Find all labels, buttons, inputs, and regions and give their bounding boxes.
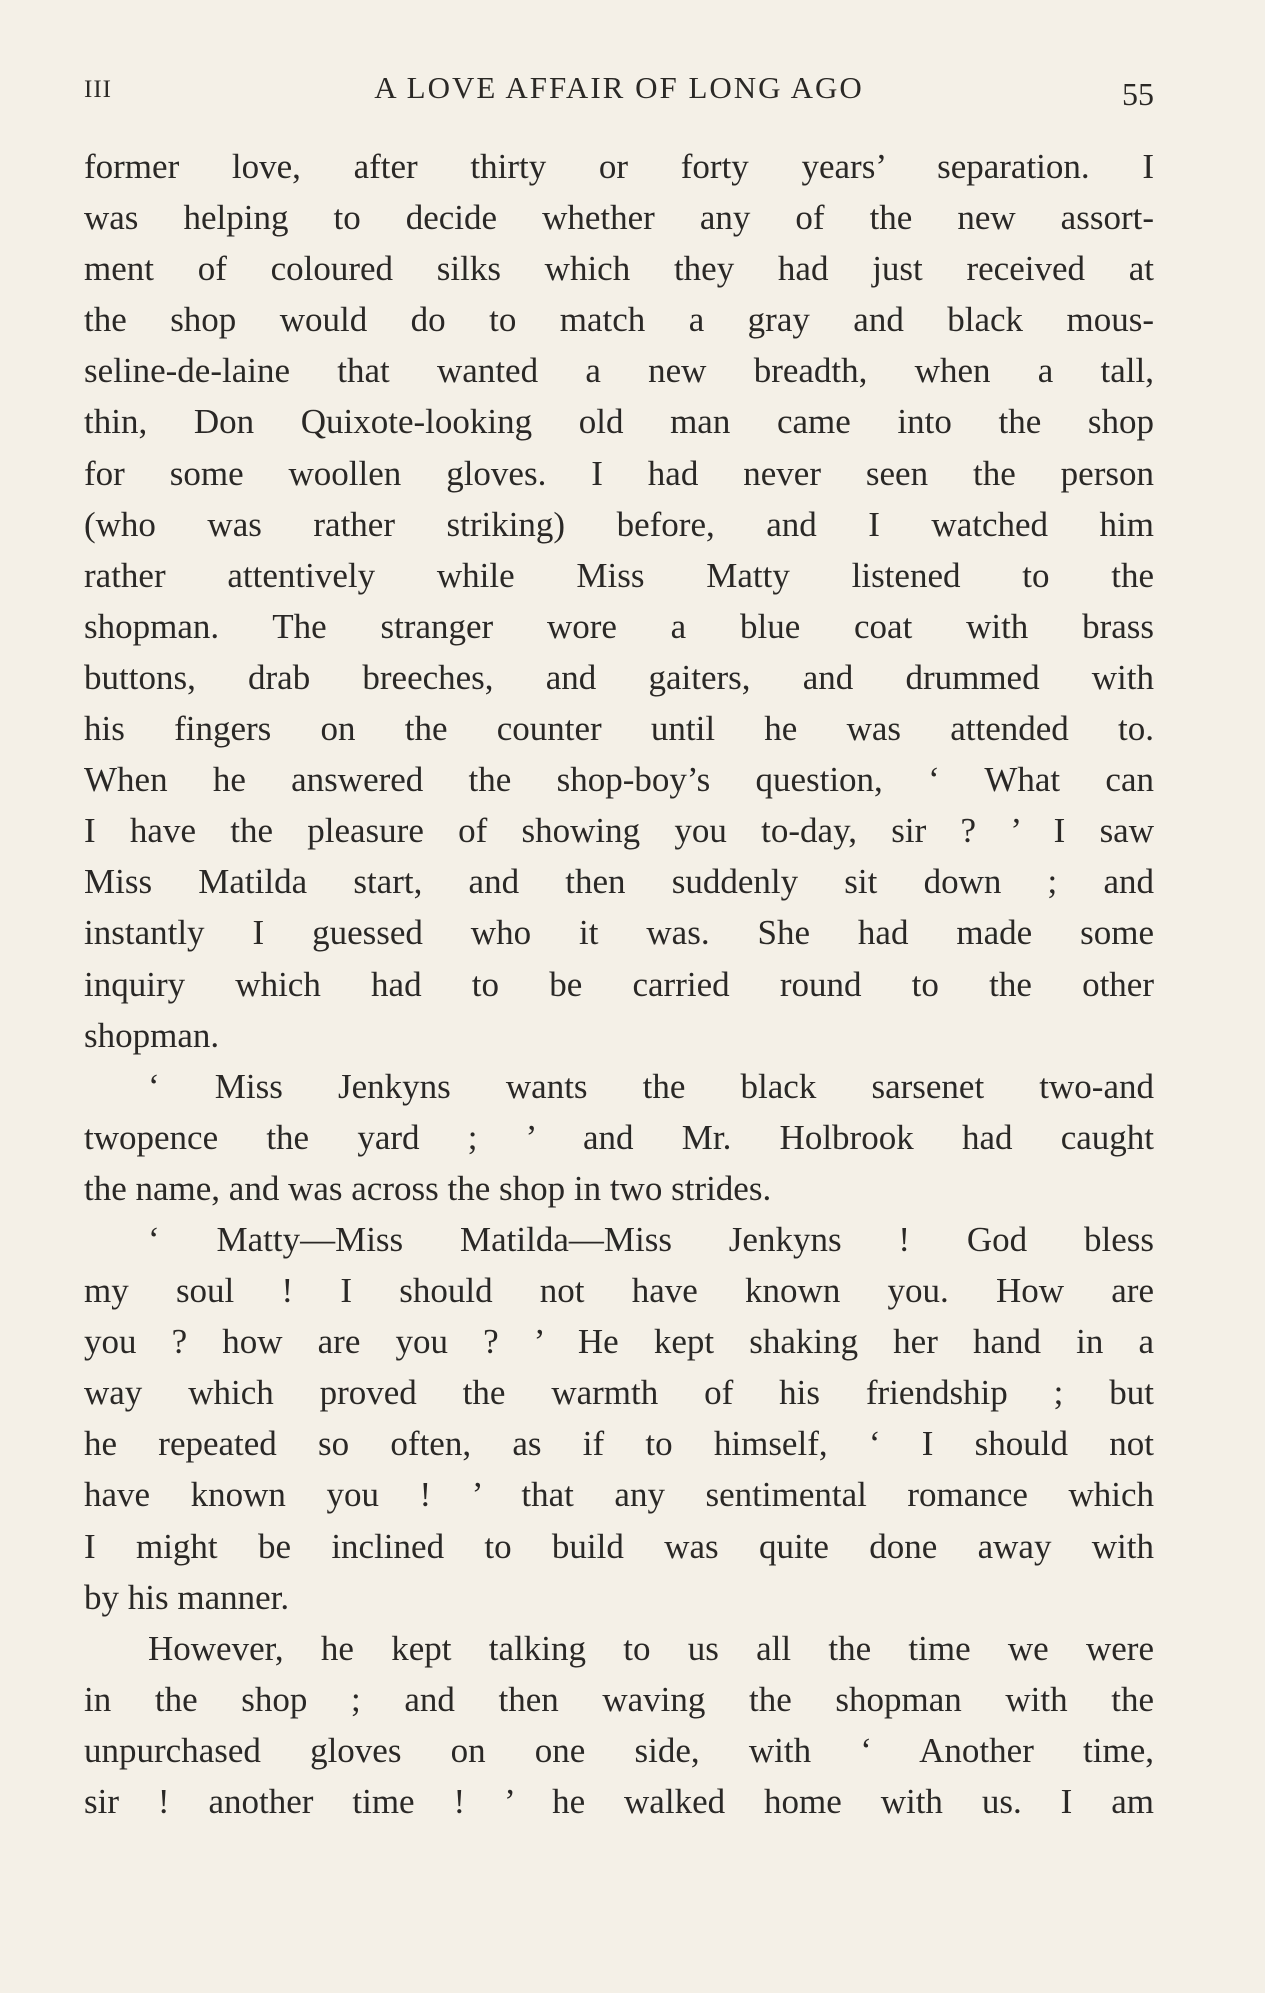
text-line: When he answered the shop-boy’s question, ‘ What can — [84, 760, 1154, 800]
text-line: the name, and was across the shop in two strides. — [84, 1168, 772, 1208]
text-line: Miss Matilda start, and then suddenly sit down ; and — [84, 862, 1154, 902]
text-line: instantly I guessed who it was. She had made some — [84, 913, 1154, 953]
text-line: sir ! another time ! ’ he walked home with us. I am — [84, 1782, 1154, 1821]
text-line: buttons, drab breeches, and gaiters, and drummed with — [84, 657, 1154, 697]
text-line: the shop would do to match a gray and black mous- — [84, 300, 1154, 340]
running-title: A LOVE AFFAIR OF LONG AGO — [374, 70, 864, 105]
text-line: have known you ! ’ that any sentimental romance which — [84, 1475, 1154, 1515]
text-line: for some woollen gloves. I had never seen the person — [84, 453, 1154, 493]
text-line: by his manner. — [84, 1577, 290, 1617]
running-header — [84, 66, 1154, 110]
text-line: shopman. The stranger wore a blue coat with brass — [84, 606, 1154, 646]
text-line: was helping to decide whether any of the new assort- — [84, 198, 1154, 238]
text-line: I have the pleasure of showing you to-day, sir ? ’ I saw — [84, 811, 1154, 851]
text-line: I might be inclined to build was quite done away with — [84, 1526, 1154, 1566]
text-line: (who was rather striking) before, and I watched him — [84, 504, 1154, 544]
text-line: However, he kept talking to us all the time we were — [148, 1628, 1154, 1668]
page-number: 55 — [1122, 76, 1154, 112]
text-line: rather attentively while Miss Matty listened to the — [84, 555, 1154, 595]
text-line: seline-de-laine that wanted a new breadth, when a tall, — [84, 351, 1154, 391]
text-line: ment of coloured silks which they had just received at — [84, 249, 1154, 289]
text-line: ‘ Miss Jenkyns wants the black sarsenet two-and — [148, 1066, 1154, 1106]
text-line: you ? how are you ? ’ He kept shaking her hand in a — [84, 1322, 1154, 1362]
body-text — [84, 141, 1154, 1827]
text-line: his fingers on the counter until he was attended to. — [84, 709, 1154, 749]
text-line: inquiry which had to be carried round to the other — [84, 964, 1154, 1004]
text-line: way which proved the warmth of his friendship ; but — [84, 1373, 1154, 1413]
text-line: former love, after thirty or forty years’ separation. I — [84, 147, 1154, 186]
chapter-number: III — [84, 76, 112, 103]
text-line: twopence the yard ; ’ and Mr. Holbrook had caught — [84, 1117, 1154, 1157]
text-line: in the shop ; and then waving the shopman with the — [84, 1679, 1154, 1719]
text-line: he repeated so often, as if to himself, ‘ I should not — [84, 1424, 1154, 1464]
text-line: thin, Don Quixote-looking old man came into the shop — [84, 402, 1154, 442]
text-line: ‘ Matty—Miss Matilda—Miss Jenkyns ! God bless — [148, 1219, 1154, 1259]
text-line: my soul ! I should not have known you. How are — [84, 1271, 1154, 1311]
text-line: shopman. — [84, 1015, 220, 1055]
text-line: unpurchased gloves on one side, with ‘ Another time, — [84, 1730, 1154, 1770]
